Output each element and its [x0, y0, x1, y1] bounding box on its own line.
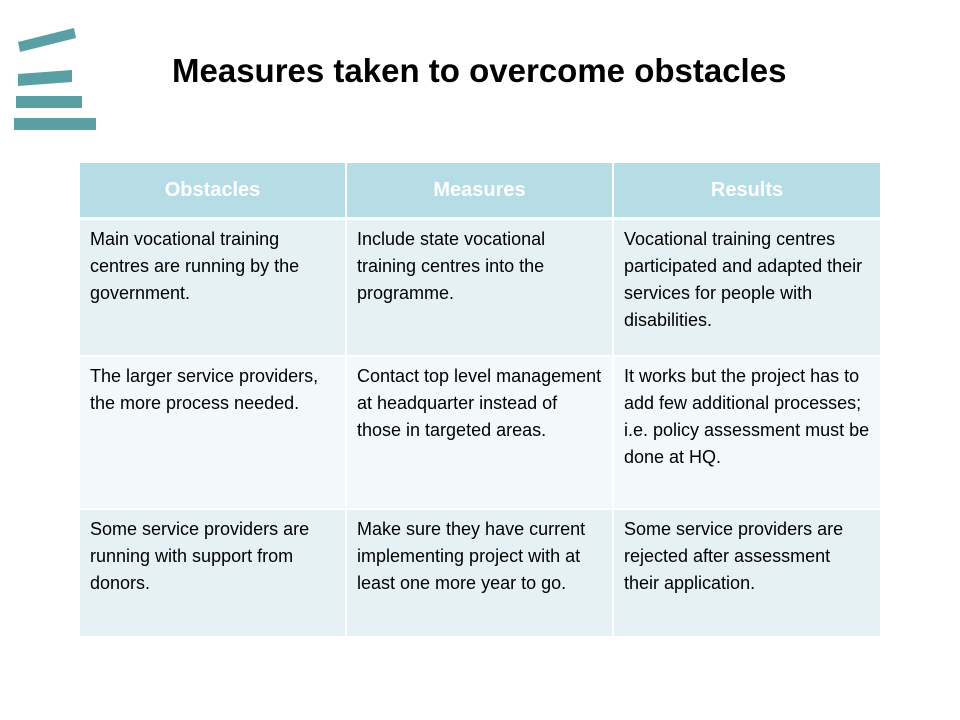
cell-result: It works but the project has to add few additional processes; i.e. policy assessment must be done at HQ. — [613, 356, 880, 509]
logo-bar-1 — [18, 28, 76, 52]
logo-bar-4 — [14, 118, 96, 130]
header-obstacles: Obstacles — [80, 163, 346, 219]
cell-result: Some service providers are rejected after assessment their application. — [613, 509, 880, 637]
obstacles-table — [80, 163, 880, 638]
header-results: Results — [613, 163, 880, 219]
cell-obstacle: The larger service providers, the more process needed. — [80, 356, 346, 509]
cell-measure: Make sure they have current implementing project with at least one more year to go. — [346, 509, 613, 637]
cell-obstacle: Some service providers are running with support from donors. — [80, 509, 346, 637]
page-title: Measures taken to overcome obstacles — [172, 52, 787, 89]
header-measures: Measures — [346, 163, 613, 219]
table-header-row — [80, 163, 880, 219]
logo-icon — [12, 28, 102, 138]
cell-measure: Contact top level management at headquarter instead of those in targeted areas. — [346, 356, 613, 509]
table-row — [80, 356, 880, 509]
logo-bar-2 — [18, 70, 72, 86]
table-row — [80, 219, 880, 356]
logo-bar-3 — [16, 96, 82, 108]
cell-measure: Include state vocational training centres into the programme. — [346, 219, 613, 356]
table-row — [80, 509, 880, 637]
cell-obstacle: Main vocational training centres are running by the government. — [80, 219, 346, 356]
cell-result: Vocational training centres participated and adapted their services for people with disabilities. — [613, 219, 880, 356]
